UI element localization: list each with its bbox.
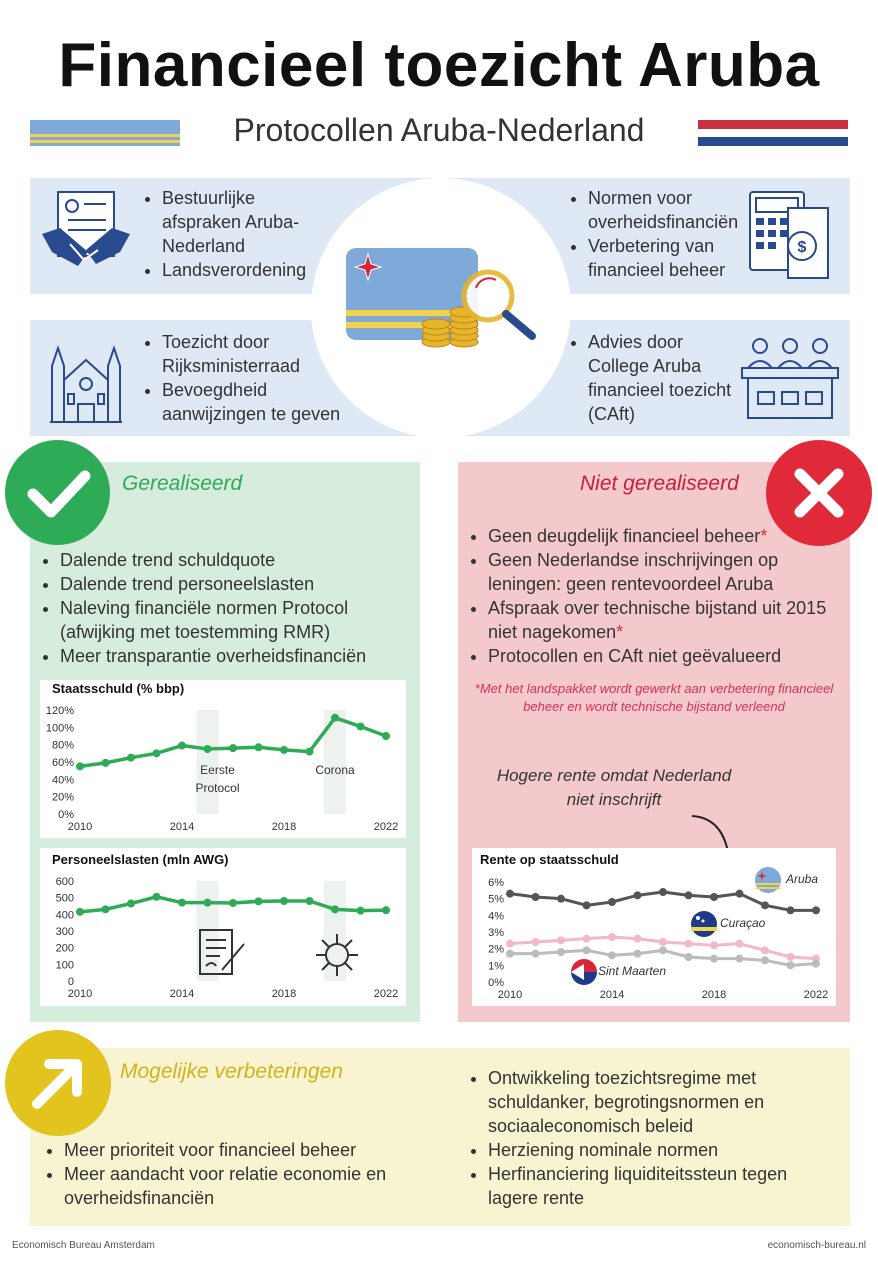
- y-tick-label: 120%: [45, 705, 74, 717]
- not-realised-list: [468, 524, 848, 668]
- list-item: • Herziening nominale normen: [488, 1138, 838, 1162]
- page-subtitle: Protocollen Aruba-Nederland: [233, 112, 645, 148]
- list-item: • Dalende trend personeelslasten: [60, 572, 410, 596]
- data-point: [382, 732, 390, 740]
- y-tick-label: 4%: [488, 910, 504, 923]
- data-point: [532, 950, 540, 958]
- x-tick-label: 2010: [67, 821, 93, 833]
- y-tick-label: 600: [55, 876, 74, 888]
- data-point: [787, 953, 795, 961]
- data-point: [634, 935, 642, 943]
- list-item: • Toezicht door Rijksministerraad: [162, 330, 362, 378]
- data-point: [659, 888, 667, 896]
- x-tick-label: 2022: [803, 989, 829, 1001]
- list-item: • Bevoegdheid aanwijzingen te geven: [162, 378, 362, 426]
- data-point: [153, 893, 161, 901]
- dutch-flag-stripe: [698, 120, 848, 146]
- data-point: [153, 749, 161, 757]
- data-point: [634, 950, 642, 958]
- data-point: [255, 743, 263, 751]
- arrow-up-right-circle-icon: [5, 1030, 111, 1136]
- y-tick-label: 200: [55, 942, 74, 955]
- data-point: [102, 905, 110, 913]
- x-tick-label: 2022: [373, 988, 399, 1000]
- data-point: [710, 955, 718, 963]
- data-point: [506, 950, 514, 958]
- page-title: Financieel toezicht Aruba: [58, 31, 820, 100]
- not-realised-title: Niet gerealiseerd: [580, 472, 739, 495]
- handshake-contract-icon: [38, 188, 134, 284]
- y-tick-label: 6%: [488, 877, 504, 889]
- data-point: [532, 893, 540, 901]
- y-tick-label: 3%: [488, 927, 504, 939]
- parliament-building-icon: [48, 336, 124, 424]
- data-point: [76, 908, 84, 916]
- y-tick-label: 5%: [488, 893, 504, 906]
- x-tick-label: 2014: [169, 821, 195, 833]
- improvements-list-right: [468, 1066, 838, 1210]
- curacao-flag-icon: [690, 910, 718, 938]
- protocol-list-top-left: [142, 186, 322, 282]
- improvements-title: Mogelijke verbeteringen: [120, 1060, 343, 1083]
- data-point: [710, 941, 718, 949]
- data-point: [761, 946, 769, 954]
- data-point: [634, 891, 642, 899]
- list-item: • Geen Nederlandse inschrijvingen op leningen: geen rentevoordeel Aruba: [488, 548, 848, 596]
- data-point: [229, 744, 237, 752]
- list-item: • Geen deugdelijk financieel beheer*: [488, 524, 848, 548]
- chart-annotation: Eerste: [200, 763, 235, 777]
- data-point: [583, 935, 591, 943]
- list-item: • Verbetering van financieel beheer: [588, 234, 748, 282]
- data-point: [127, 900, 135, 908]
- x-tick-label: 2018: [271, 821, 297, 833]
- list-item: • Protocollen en CAft niet geëvalueerd: [488, 644, 848, 668]
- data-point: [685, 940, 693, 948]
- protocol-list-bottom-right: [568, 330, 748, 426]
- list-item: • Dalende trend schuldquote: [60, 548, 410, 572]
- data-point: [357, 907, 365, 915]
- legend-curacao: Curaçao: [720, 916, 766, 930]
- data-point: [685, 891, 693, 899]
- data-point: [787, 906, 795, 914]
- data-point: [787, 961, 795, 969]
- y-tick-label: 60%: [51, 757, 74, 769]
- data-point: [306, 897, 314, 905]
- footer-url[interactable]: economisch-bureau.nl: [767, 1240, 866, 1251]
- data-point: [204, 899, 212, 907]
- data-point: [357, 722, 365, 730]
- list-item: • Advies door College Aruba financieel toezicht (CAft): [588, 330, 748, 426]
- sint-maarten-flag-icon: [570, 958, 598, 986]
- aruba-flag-coins-icon: [340, 240, 550, 370]
- x-tick-label: 2018: [701, 989, 727, 1001]
- highlight-band: [197, 710, 219, 814]
- data-point: [608, 951, 616, 959]
- data-point: [229, 899, 237, 907]
- data-point: [506, 940, 514, 948]
- data-point: [812, 960, 820, 968]
- data-point: [685, 953, 693, 961]
- interest-callout: Hogere rente omdat Nederland niet inschrijft: [496, 766, 732, 809]
- x-tick-label: 2018: [271, 988, 297, 1000]
- x-tick-label: 2014: [599, 989, 625, 1001]
- data-point: [557, 936, 565, 944]
- y-tick-label: 500: [55, 892, 74, 905]
- data-point: [736, 955, 744, 963]
- chart-annotation: Protocol: [195, 781, 240, 795]
- y-tick-label: 80%: [51, 739, 74, 752]
- list-item: • Landsverordening: [162, 258, 322, 282]
- list-item: • Afspraak over technische bijstand uit 2015 niet nagekomen*: [488, 596, 848, 644]
- data-point: [736, 940, 744, 948]
- data-point: [557, 948, 565, 956]
- data-point: [659, 938, 667, 946]
- virus-icon: [314, 932, 360, 978]
- data-point: [736, 890, 744, 898]
- data-point: [506, 890, 514, 898]
- data-point: [532, 938, 540, 946]
- y-tick-label: 0: [67, 976, 74, 988]
- list-item: • Meer transparantie overheidsfinanciën: [60, 644, 410, 668]
- y-tick-label: 100%: [45, 722, 74, 735]
- data-point: [76, 762, 84, 770]
- x-tick-label: 2010: [497, 989, 523, 1001]
- data-point: [127, 754, 135, 762]
- data-point: [761, 901, 769, 909]
- y-tick-label: 100: [55, 959, 74, 972]
- check-circle-icon: [5, 440, 110, 545]
- data-point: [659, 946, 667, 954]
- x-tick-label: 2010: [67, 988, 93, 1000]
- list-item: • Herfinanciering liquiditeitssteun tegen lagere rente: [488, 1162, 838, 1210]
- calculator-icon: [744, 188, 840, 284]
- data-point: [280, 897, 288, 905]
- aruba-flag-icon: [754, 866, 782, 894]
- data-point: [710, 893, 718, 901]
- improvements-list-left: [44, 1138, 424, 1210]
- data-point: [331, 714, 339, 722]
- list-item: • Naleving financiële normen Protocol (afwijking met toestemming RMR): [60, 596, 410, 644]
- x-tick-label: 2014: [169, 988, 195, 1000]
- y-tick-label: 1%: [488, 960, 504, 973]
- y-tick-label: 40%: [51, 774, 74, 787]
- chart-debt-plot: [40, 680, 406, 838]
- data-point: [331, 905, 339, 913]
- footer-source: Economisch Bureau Amsterdam: [12, 1240, 155, 1251]
- data-point: [382, 906, 390, 914]
- protocol-list-top-right: [568, 186, 748, 282]
- list-item: • Bestuurlijke afspraken Aruba-Nederland: [162, 186, 322, 258]
- data-point: [557, 895, 565, 903]
- data-point: [306, 748, 314, 756]
- realised-title: Gerealiseerd: [122, 472, 243, 495]
- data-point: [583, 901, 591, 909]
- y-tick-label: 20%: [51, 791, 74, 804]
- data-point: [608, 898, 616, 906]
- data-point: [583, 946, 591, 954]
- chart-debt-title: Staatsschuld (% bbp): [52, 681, 185, 696]
- data-point: [255, 897, 263, 905]
- data-point: [178, 899, 186, 907]
- legend-sint-maarten: Sint Maarten: [598, 964, 667, 978]
- data-point: [204, 745, 212, 753]
- y-tick-label: 300: [55, 926, 74, 938]
- list-item: • Meer prioriteit voor financieel beheer: [64, 1138, 424, 1162]
- data-point: [280, 746, 288, 754]
- list-item: • Ontwikkeling toezichtsregime met schuldanker, begrotingsnormen en sociaaleconomisch beleid: [488, 1066, 838, 1138]
- data-point: [608, 933, 616, 941]
- chart-annotation: Corona: [315, 763, 355, 777]
- not-realised-footnote: *Met het landspakket wordt gewerkt aan verbetering financieel beheer en wordt technische bijstand verleend: [474, 681, 834, 714]
- legend-aruba: Aruba: [786, 872, 819, 886]
- y-tick-label: 2%: [488, 943, 504, 956]
- chart-interest-title: Rente op staatsschuld: [480, 852, 619, 867]
- list-item: • Normen voor overheidsfinanciën: [588, 186, 748, 234]
- council-panel-icon: [740, 334, 840, 424]
- chart-personnel-title: Personeelslasten (mln AWG): [52, 852, 229, 867]
- svg-text:$: $: [797, 239, 807, 256]
- y-tick-label: 0%: [58, 809, 74, 821]
- y-tick-label: 400: [55, 909, 74, 922]
- data-point: [761, 956, 769, 964]
- data-point: [102, 759, 110, 767]
- y-tick-label: 0%: [488, 977, 504, 989]
- protocol-signing-icon: [196, 926, 248, 980]
- x-tick-label: 2022: [373, 821, 399, 833]
- list-item: • Meer aandacht voor relatie economie en overheidsfinanciën: [64, 1162, 424, 1210]
- realised-list: [40, 548, 410, 668]
- data-point: [812, 906, 820, 914]
- data-point: [178, 742, 186, 750]
